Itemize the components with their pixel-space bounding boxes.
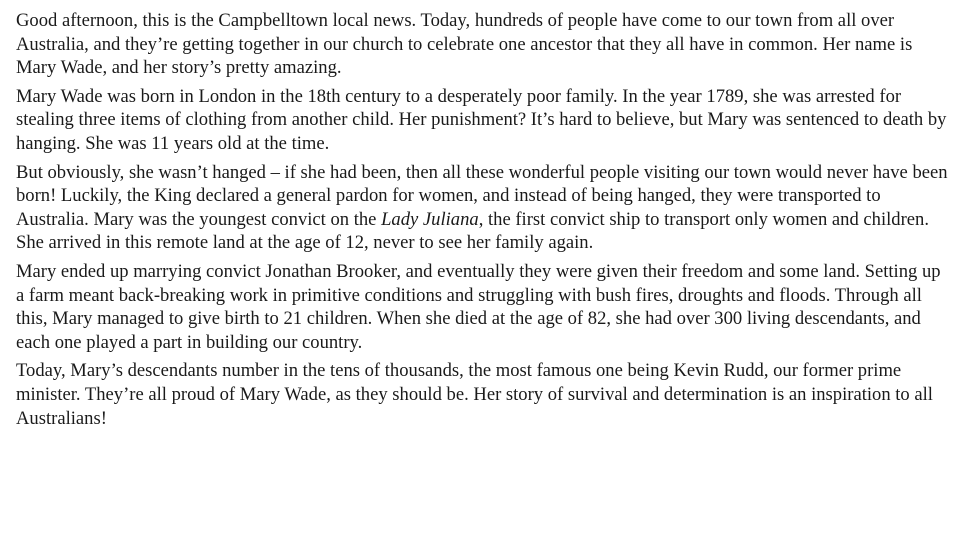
paragraph-conclusion: Today, Mary’s descendants number in the tens of thousands, the most famous one being Kevin Rudd, our former prime minister. They’re all proud of Mary Wade, as they should be. Her story of survival and determination is an inspiration to all Australians! (16, 360, 933, 429)
paragraph-transportation-text-before: But obviously, she wasn’t hanged – if she had been, then all these wonderful people visiting our town would never have been born! Luckily, the King declared a general pardon for women, and instead of being hanged, they were transported to Australia. Mary was the youngest convict on the (16, 161, 948, 230)
ship-name: Lady Juliana (381, 208, 479, 230)
paragraph-intro: Good afternoon, this is the Campbelltown local news. Today, hundreds of people have come to our town from all over Australia, and they’re getting together in our church to celebrate one ancestor that they all have in common. Her name is Mary Wade, and her story’s pretty amazing. (16, 10, 913, 79)
paragraph-transportation-text-after: , the first convict ship to transport only women and children. She arrived in this remote land at the age of 12, never to see her family again. (16, 208, 929, 254)
paragraph-background: Mary Wade was born in London in the 18th century to a desperately poor family. In the year 1789, she was arrested for stealing three items of clothing from another child. Her punishment? It’s hard to believe, but Mary was sentenced to death by hanging. She was 11 years old at the time. (16, 85, 947, 154)
paragraph-transportation (16, 161, 949, 255)
paragraph-life-in-australia: Mary ended up marrying convict Jonathan Brooker, and eventually they were given their freedom and some land. Setting up a farm meant back-breaking work in primitive conditions and struggling with bush fires, droughts and floods. Through all this, Mary managed to give birth to 21 children. When she died at the age of 82, she had over 300 living descendants, and each one played a part in building our country. (16, 260, 941, 353)
